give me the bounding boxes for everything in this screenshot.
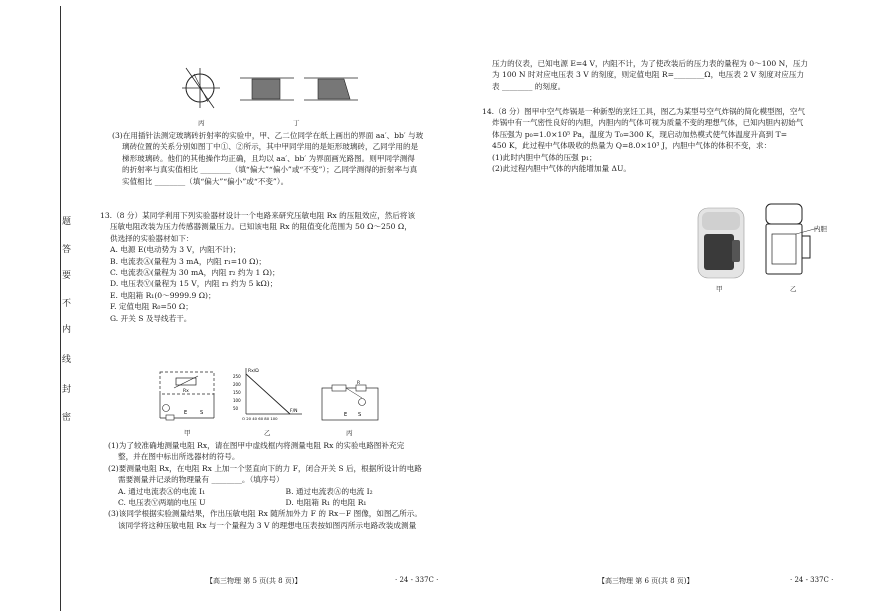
circuit-diagram-jia [156, 370, 218, 424]
figure-caption-bing: 丙 [198, 119, 205, 127]
option-b: B. 通过电流表Ⓐ的电流 I₂ [285, 486, 373, 496]
air-fryer-photo [692, 204, 750, 284]
text-line: 璃砖位置的关系分别如图丁中①、②所示，其中甲同学用的是矩形玻璃砖，乙同学用的是 [122, 142, 419, 152]
margin-char: 要 [62, 271, 72, 281]
inner-pot-label: 内胆 [814, 225, 827, 233]
text-line: (2)此过程内胆中气体的内能增加量 ΔU。 [492, 164, 631, 174]
option-c: C. 电压表Ⓥ两端的电压 U [118, 498, 206, 508]
margin-char: 不 [62, 299, 72, 309]
graph-xticks: O 20 40 60 80 100 [242, 416, 278, 421]
text-line: 该同学将这种压敏电阻 Rx 与一个量程为 3 V 的理想电压表按如图丙所示电路改装成测量 [118, 520, 417, 530]
margin-char: 线 [62, 355, 72, 365]
graph-ylabel: Rx/Ω [248, 369, 259, 374]
binding-line [60, 6, 61, 611]
page-footer-title: 【高三物理 第 6 页(共 8 页)】 [598, 577, 694, 585]
option-a: A. 通过电流表Ⓐ的电流 I₁ [118, 486, 206, 496]
equipment-item: E. 电阻箱 R₁(0～9999.9 Ω)； [110, 290, 216, 300]
svg-text:S: S [200, 410, 204, 416]
circuit-diagram-bing [318, 380, 384, 426]
equipment-item: A. 电源 E(电动势为 3 V，内阻不计)； [110, 245, 241, 255]
text-line: 表 ________ 的刻度。 [492, 81, 566, 91]
graph-ytick: 150 [233, 390, 241, 395]
graph-ytick: 200 [233, 382, 241, 387]
figure-caption-jia: 甲 [184, 429, 191, 437]
options-row [108, 497, 453, 508]
text-line: 450 K，此过程中气体吸收的热量为 Q=8.0×10³ J，内胆中气体的体积不变，求： [492, 141, 772, 151]
options-row [108, 486, 453, 497]
svg-text:S: S [358, 412, 362, 418]
text-line: 梯形玻璃砖。他们的其他操作均正确，且均以 aa′、bb′ 为界面画光路图。则甲同学测得 [122, 153, 415, 163]
text-line: 压力的仪表，已知电源 E=4 V，内阻不计，为了使改装后的压力表的量程为 0～100 N，压力 [492, 59, 809, 68]
page-footer-title: 【高三物理 第 5 页(共 8 页)】 [206, 577, 302, 585]
svg-text:Rx: Rx [183, 389, 189, 394]
question-13-parts [108, 440, 453, 531]
svg-text:E: E [184, 410, 188, 416]
rx-f-graph [232, 366, 308, 426]
question-13 [100, 210, 452, 324]
graph-xlabel: F/N [290, 409, 298, 414]
text-line: 供选择的实验器材如下： [110, 233, 194, 243]
equipment-item: D. 电压表Ⓥ(量程为 15 V，内阻 r₃ 约为 5 kΩ)； [110, 279, 278, 289]
text-line: 的折射率与真实值相比 ________（填“偏大”“偏小”或“不变”）；乙同学测得的折射率与真 [122, 165, 418, 175]
air-fryer-model [760, 200, 836, 282]
text-line: 13.（8 分）某同学利用下列实验器材设计一个电路来研究压敏电阻 Rx 的压阻效应，然后将该 [100, 211, 416, 220]
margin-char: 密 [62, 413, 72, 423]
svg-text:R: R [357, 381, 361, 386]
margin-char: 封 [62, 385, 72, 395]
svg-text:E: E [344, 412, 348, 418]
graph-ytick: 50 [233, 406, 239, 411]
graph-ytick: 250 [233, 374, 241, 379]
equipment-item: C. 电流表Ⓐ(量程为 30 mA，内阻 r₂ 约为 1 Ω)； [110, 268, 280, 278]
refraction-circle-figure [176, 62, 228, 118]
text-line: (1)此时内胆中气体的压强 p₁； [492, 152, 597, 162]
text-line: (2)要测量电阻 Rx，在电阻 Rx 上加一个竖直向下的力 F，闭合开关 S 后，根据所设计的电路 [108, 463, 422, 473]
glass-block-figure [236, 70, 360, 110]
figure-caption-yi: 乙 [264, 429, 271, 437]
text-line: 14.（8 分）图甲中空气炸锅是一种新型的烹饪工具，图乙为某型号空气炸锅的简化模型图，空气 [482, 107, 806, 116]
graph-ytick: 100 [233, 398, 241, 403]
text-line: (1)为了较准确地测量电阻 Rx，请在图甲中虚线框内将测量电阻 Rx 的实验电路图补充完 [108, 441, 405, 450]
margin-char: 内 [62, 325, 72, 335]
question-14 [482, 106, 842, 174]
equipment-item: G. 开关 S 及导线若干。 [110, 313, 192, 323]
question-13-continued [492, 58, 842, 92]
text-line: 炸锅中有一气密性良好的内胆，内胆内的气体可视为质量不变的理想气体，已知内胆内初始气 [492, 118, 804, 128]
figure-caption-bing: 丙 [346, 429, 353, 437]
page-footer-code: · 24 - 337C · [395, 576, 439, 584]
text-line: 整，并在图中标出所选器材的符号。 [118, 452, 240, 462]
margin-char: 题 [62, 217, 72, 227]
text-line: 需要测量并记录的物理量有 ________。（填序号） [118, 475, 284, 485]
question-12-part3 [112, 130, 452, 187]
binding-margin [0, 0, 70, 615]
option-d: D. 电阻箱 R₁ 的电阻 R₁ [285, 498, 367, 508]
text-line: (3)在用插针法测定玻璃砖折射率的实验中，甲、乙二位同学在纸上画出的界面 aa′、bb′ 与玻 [112, 131, 424, 140]
equipment-item: F. 定值电阻 R₀=50 Ω； [110, 302, 193, 312]
figure-caption-yi: 乙 [790, 285, 797, 293]
figure-caption-ding: 丁 [293, 119, 300, 127]
margin-char: 答 [62, 245, 72, 255]
text-line: 压敏电阻改装为压力传感器测量压力。已知该电阻 Rx 的阻值变化范围为 50 Ω～250 Ω， [110, 222, 412, 232]
page-footer-code: · 24 - 337C · [790, 576, 834, 584]
text-line: 体压强为 p₀=1.0×10⁵ Pa，温度为 T₀=300 K，现启动加热模式使气体温度升高到 T= [492, 129, 788, 139]
figure-caption-jia: 甲 [716, 285, 723, 293]
equipment-item: B. 电流表Ⓐ(量程为 3 mA，内阻 r₁=10 Ω)； [110, 256, 267, 266]
text-line: 为 100 N 时对应电压表 3 V 的刻度，则定值电阻 R=________Ω，电压表 2 V 刻度对应压力 [492, 70, 805, 80]
text-line: 实值相比 ________（填“偏大”“偏小”或“不变”）。 [122, 176, 289, 186]
text-line: (3)该同学根据实验测量结果，作出压敏电阻 Rx 随所加外力 F 的 Rx－F 图像，如图乙所示。 [108, 509, 422, 519]
